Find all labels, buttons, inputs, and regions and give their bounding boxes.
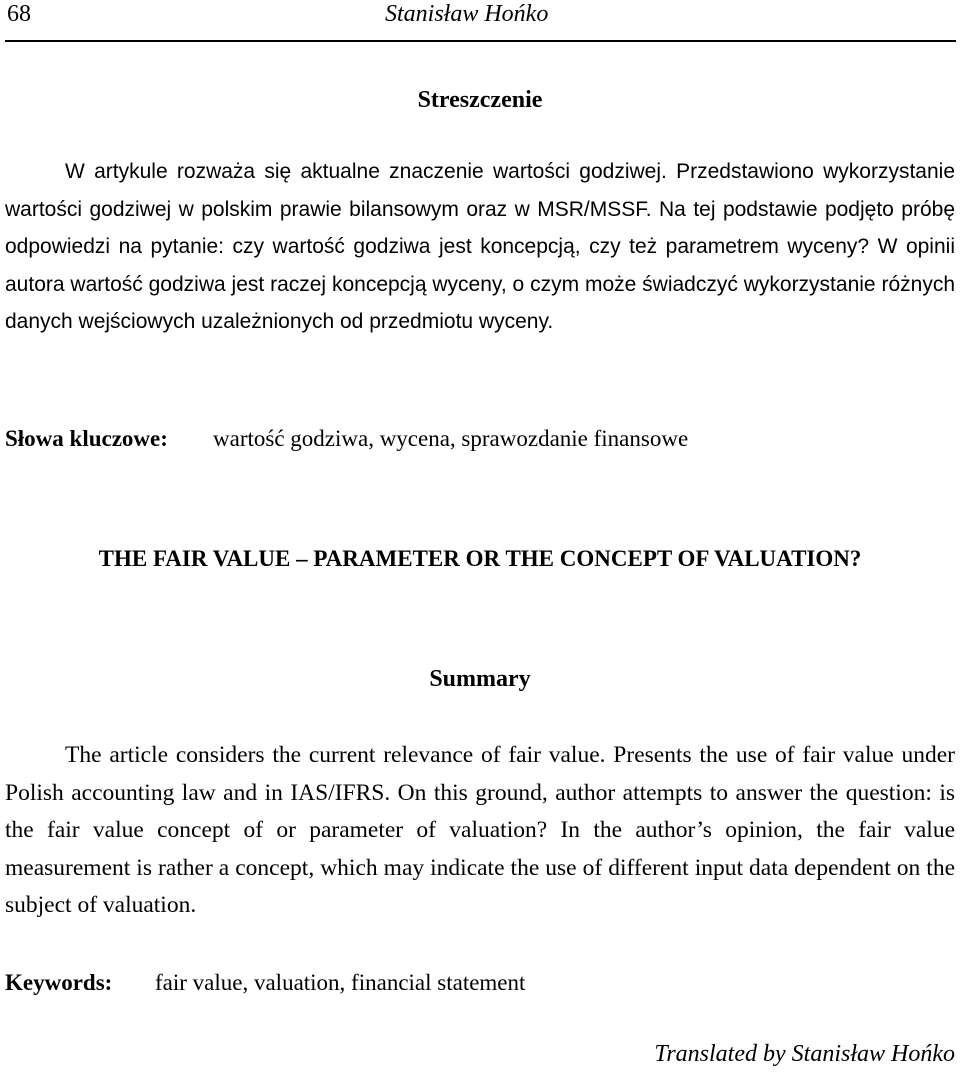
polish-summary-heading: Streszczenie <box>417 87 543 113</box>
polish-keywords <box>5 425 688 453</box>
english-summary-heading: Summary <box>429 666 531 692</box>
english-keywords-label: Keywords: <box>5 970 113 995</box>
running-header-author: Stanisław Hońko <box>385 1 549 27</box>
polish-keywords-value: wartość godziwa, wycena, sprawozdanie finansowe <box>213 426 689 451</box>
english-abstract-text: The article considers the current relevance of fair value. Presents the use of fair value under Polish accounting law and in IAS/IFRS. On this ground, author attempts to answer the question: is the fair value concept of or parameter of valuation? In the author’s opinion, the fair value measurement is rather a concept, which may indicate the use of different input data dependent on the subject of valuation. <box>5 742 955 919</box>
polish-abstract <box>5 153 955 341</box>
english-keywords-value: fair value, valuation, financial statement <box>155 970 526 995</box>
polish-abstract-text: W artykule rozważa się aktualne znaczenie wartości godziwej. Przedstawiono wykorzystanie wartości godziwej w polskim prawie bilansowym oraz w MSR/MSSF. Na tej podstawie podjęto próbę odpowiedzi na pytanie: czy wartość godziwa jest koncepcją, czy też parametrem wyceny? W opinii autora wartość godziwa jest raczej koncepcją wyceny, o czym może świadczyć wykorzystanie różnych danych wejściowych uzależnionych od przedmiotu wyceny. <box>5 160 955 334</box>
english-abstract <box>5 737 955 925</box>
english-keywords <box>5 969 525 997</box>
page-number: 68 <box>7 1 31 27</box>
translator-credit: Translated by Stanisław Hońko <box>654 1041 955 1067</box>
english-article-title: THE FAIR VALUE – PARAMETER OR THE CONCEPT OF VALUATION? <box>98 546 862 571</box>
page-header <box>5 0 956 42</box>
polish-keywords-label: Słowa kluczowe: <box>5 426 168 451</box>
